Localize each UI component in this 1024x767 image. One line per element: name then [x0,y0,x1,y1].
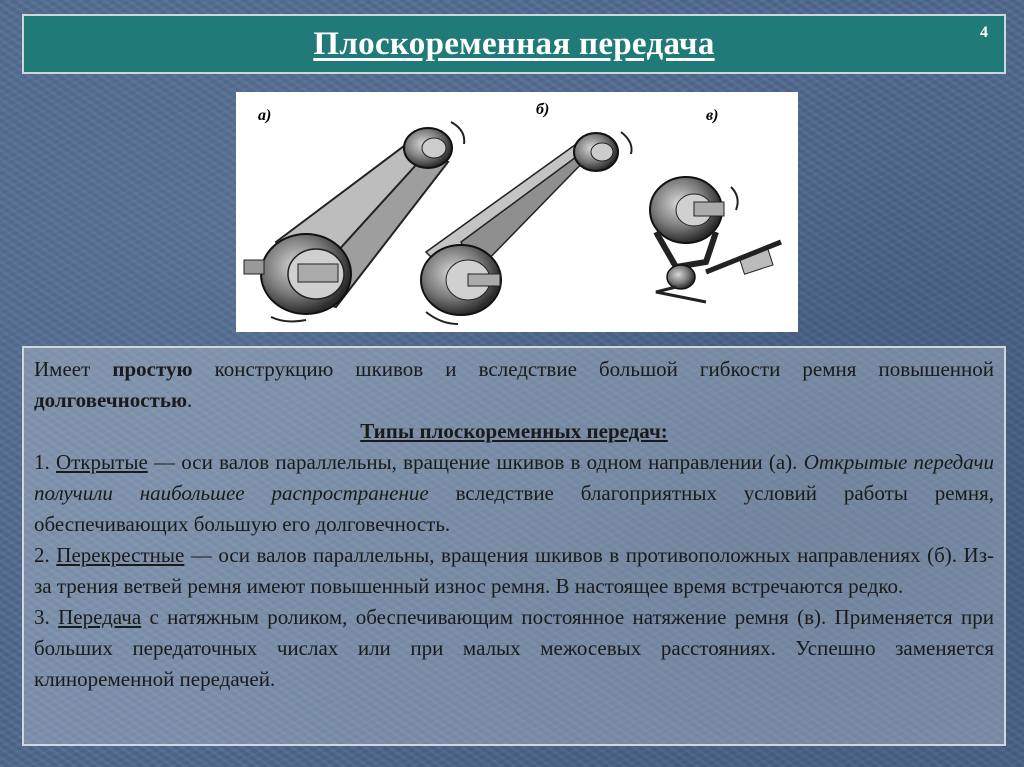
crossed-drive-diagram [421,101,632,324]
idler-drive-diagram [650,107,781,302]
intro-paragraph [34,354,994,416]
item-idler-text: с натяжным роликом, обеспечивающим постоянное натяжение ремня (в). Применяется при больших передаточных числах или при малых межосевых расстояниях. Успешно заменяется клиноременной передачей. [34,605,995,691]
intro-bold-durability: долговечностью [34,388,187,412]
item-open [34,447,994,540]
item-open-number: 1. [34,450,57,474]
slide-title: Плоскоременная передача [313,25,715,62]
belt-drive-illustration [236,92,798,332]
belt-drive-figure [236,92,798,332]
label-a: а) [258,107,272,124]
label-c: в) [706,107,719,124]
item-open-text-2: вследствие благоприятных условий работы ремня, обеспечивающих большую его долговечность. [34,481,994,536]
item-crossed-number: 2. [34,543,57,567]
item-idler-term: Передача [58,605,142,629]
item-open-italic: Открытые передачи получили наибольшее распространение [34,450,995,505]
item-crossed-term: Перекрестные [56,543,185,567]
item-open-text: — оси валов параллельны, вращение шкивов в одном направлении (а). [147,450,804,474]
intro-text-3: . [187,388,193,412]
item-crossed-text: — оси валов параллельны, вращения шкивов в противоположных направлениях (б). Из-за трения ветвей ремня имеют повышенный износ ремня. В настоящее время встречаются редко. [34,543,994,598]
item-idler-number: 3. [34,605,59,629]
item-crossed [34,540,994,602]
label-b: б) [536,101,550,118]
intro-bold-simple: простую [112,357,193,381]
item-open-term: Открытые [56,450,148,474]
intro-text-1: Имеет [34,357,113,381]
intro-text-2: конструкцию шкивов и вследствие большой гибкости ремня повышенной [192,357,994,381]
types-heading: Типы плоскоременных передач: [360,419,668,443]
title-bar [22,14,1006,74]
description-panel [22,346,1006,746]
page-number: 4 [980,24,988,41]
item-idler [34,602,994,695]
